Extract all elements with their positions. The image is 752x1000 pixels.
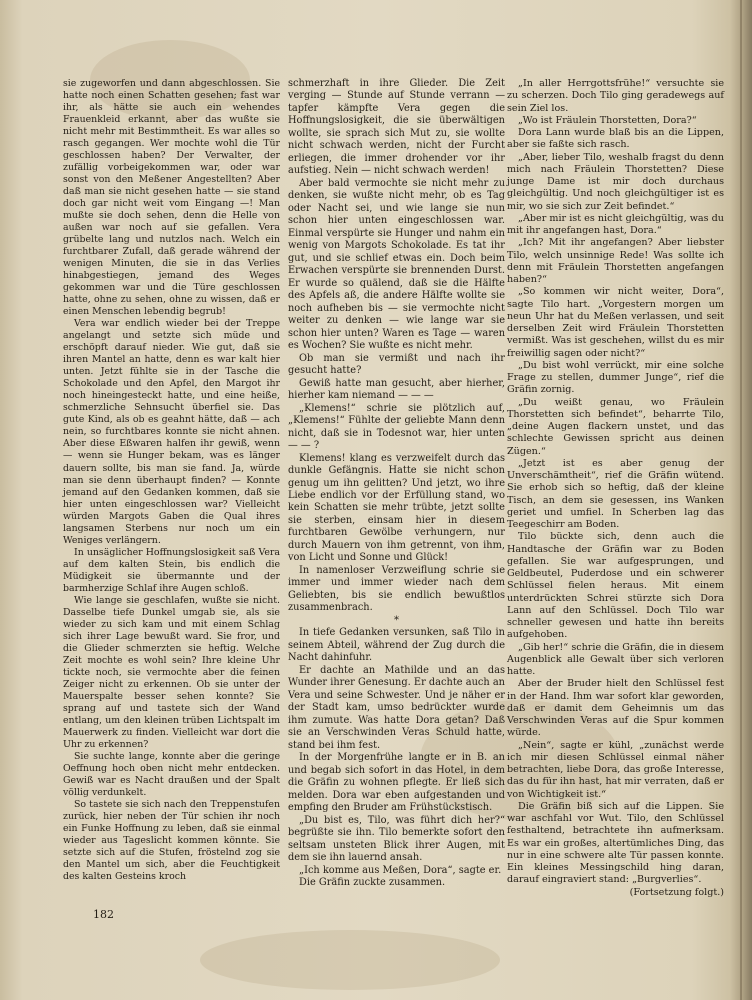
paragraph: Ob man sie vermißt und nach ihr gesucht hatte? [288, 352, 505, 377]
paragraph: „So kommen wir nicht weiter, Dora“, sagte Tilo hart. „Vorgestern morgen um neun Uhr hat du Meßen verlassen, und seit derselben Zeit wird Fräulein Thorstetten vermißt. Was ist geschehen, willst du es mir freiwillig sagen oder nicht?“ [507, 286, 724, 359]
paragraph: „Nein“, sagte er kühl, „zunächst werde ich mir diesen Schlüssel einmal näher betrachten, liebe Dora, das große Interesse, das du für ihn hast, hat mir verraten, daß er von Wichtigkeit ist.“ [507, 739, 724, 800]
paragraph: Sie suchte lange, konnte aber die geringe Oeffnung hoch oben nicht mehr entdecken. Gewiß war es Nacht draußen und der Spalt völlig verdunkelt. [63, 750, 280, 798]
paragraph: „In aller Herrgottsfrühe!“ versuchte sie zu scherzen. Doch Tilo ging geradewegs auf sein Ziel los. [507, 78, 724, 114]
paragraph: In tiefe Gedanken versunken, saß Tilo in seinem Abteil, während der Zug durch die Nacht dahinfuhr. [288, 627, 505, 664]
paragraph: In der Morgenfrühe langte er in B. an und begab sich sofort in das Hotel, in dem die Gräfin zu wohnen pflegte. Er ließ sich melden. Dora war eben aufgestanden und empfing den Bruder am Frühstückstisch. [288, 752, 505, 814]
text-column-3 [507, 78, 724, 899]
paragraph: Tilo bückte sich, denn auch die Handtasche der Gräfin war zu Boden gefallen. Sie war aufgesprungen, und Geldbeutel, Puderdose und ein schwerer Schlüssel fielen heraus. Mit einem unterdrückten Schrei stürzte sich Dora Lann auf den Schlüssel. Doch Tilo war schneller gewesen und hatte ihn bereits aufgehoben. [507, 531, 724, 641]
paragraph: sie zugeworfen und dann abgeschlossen. Sie hatte noch einen Schatten gesehen; fast war ihr, als hätte sie auch ein wehendes Frauenkleid erkannt, aber das wußte sie nicht mehr mit Bestimmtheit. Es war alles so rasch gegangen. Wer mochte wohl die Tür geschlossen haben? Der Verwalter, der zufällig vorbeigekommen war, oder war sonst von den Meßener Angestellten? Aber daß man sie nicht gesehen hatte — sie stand doch gar nicht weit vom Eingang —! Man mußte sie doch sehen, denn die Helle von außen war noch auf sie gefallen. Vera grübelte lang und nutzlos nach. Welch ein furchtbarer Zufall, daß gerade während der wenigen Minuten, die sie in das Verlies hinabgestiegen, jemand des Weges gekommen war und die Türe geschlossen hatte, ohne zu sehen, ohne zu wissen, daß er einen Menschen lebendig begrub! [63, 78, 280, 318]
paragraph: So tastete sie sich nach den Treppenstufen zurück, hier neben der Tür schien ihr noch ein Funke Hoffnung zu leben, daß sie einmal wieder aus Tageslicht kommen könnte. Sie setzte sich auf die Stufen, fröstelnd zog sie den Mantel um sich, aber die Feuchtigkeit des kalten Gesteins kroch [63, 798, 280, 883]
paragraph: schmerzhaft in ihre Glieder. Die Zeit verging — Stunde auf Stunde verrann — tapfer kämpfte Vera gegen die Hoffnungslosigkeit, die sie überwältigen wollte, sie sprach sich Mut zu, sie wollte nicht schwach werden, nicht der Furcht erliegen, die immer drohender vor ihr aufstieg. Nein — nicht schwach werden! [288, 78, 505, 177]
text-column-2 [288, 78, 505, 889]
paragraph: In unsäglicher Hoffnungslosigkeit saß Vera auf dem kalten Stein, bis endlich die Müdigkeit sie übermannte und der barmherzige Schlaf ihre Augen schloß. [63, 546, 280, 594]
paragraph: „Klemens!“ schrie sie plötzlich auf, „Klemens!“ Fühlte der geliebte Mann denn nicht, daß sie in Todesnot war, hier unten — — ? [288, 402, 505, 452]
paragraph: „Ich komme aus Meßen, Dora“, sagte er. [299, 864, 502, 876]
paragraph: Er dachte an Mathilde und an das Wunder ihrer Genesung. Er dachte auch an Vera und seine Schwester. Und je näher er der Stadt kam, umso bedrückter wurde ihm zumute. Was hatte Dora getan? Daß sie an Verschwinden Veras Schuld hatte, stand bei ihm fest. [288, 664, 505, 751]
paragraph: „Wo ist Fräulein Thorstetten, Dora?“ [518, 114, 697, 126]
page-edge [730, 0, 752, 1000]
paragraph: „Ich? Mit ihr angefangen? Aber liebster Tilo, welch unsinnige Rede! Was sollte ich denn mit Fräulein Thorstetten angefangen haben?“ [507, 237, 724, 285]
page-number: 182 [93, 908, 114, 921]
section-separator: * [394, 614, 399, 626]
continued-note: (Fortsetzung folgt.) [629, 886, 724, 898]
paragraph: „Aber mir ist es nicht gleichgültig, was du mit ihr angefangen hast, Dora.“ [507, 212, 724, 236]
paragraph: „Aber, lieber Tilo, weshalb fragst du denn mich nach Fräulein Thorstetten? Diese junge Dame ist mir doch durchaus gleichgültig. Und noch gleichgültiger ist es mir, wo sie sich zur Zeit befindet.“ [507, 151, 724, 212]
paragraph: In namenloser Verzweiflung schrie sie immer und immer wieder nach dem Geliebten, bis sie endlich bewußtlos zusammenbrach. [288, 564, 505, 614]
paragraph: Vera war endlich wieder bei der Treppe angelangt und setzte sich müde und erschöpft darauf nieder. Wie gut, daß sie ihren Mantel an hatte, denn es war kalt hier unten. Jetzt fühlte sie in der Tasche die Schokolade und den Apfel, den Margot ihr noch hineingesteckt hatte, und eine heiße, schmerzliche Sehnsucht überfiel sie. Das gute Kind, als ob es geahnt hätte, daß — ach nein, so furchtbares konnte sie nicht ahnen. Aber diese Eßwaren halfen ihr gewiß, wenn — wenn sie Hunger bekam, was es länger dauern sollte, bis man sie fand. Ja, würde man sie denn überhaupt finden? — Konnte jemand auf den Gedanken kommen, daß sie hier unten eingeschlossen war? Vielleicht würden Margots Gaben die Qual ihres langsamen Sterbens nur noch um ein Weniges verlängern. [63, 318, 280, 546]
paragraph: „Gib her!“ schrie die Gräfin, die in diesem Augenblick alle Gewalt über sich verloren hatte. [507, 641, 724, 677]
paragraph: Dora Lann wurde blaß bis an die Lippen, aber sie faßte sich rasch. [507, 127, 724, 151]
paragraph: Wie lange sie geschlafen, wußte sie nicht. Dasselbe tiefe Dunkel umgab sie, als sie wieder zu sich kam und mit einem Schlag sich ihrer Lage bewußt ward. Sie fror, und die Glieder schmerzten sie heftig. Welche Zeit mochte es wohl sein? Ihre kleine Uhr tickte noch, sie vermochte aber die feinen Zeiger nicht zu erkennen. Ob sie unter der Mauerspalte besser sehen konnte? Sie sprang auf und tastete sich der Wand entlang, um den kleinen trüben Lichtspalt im Mauerwerk zu finden. Vielleicht war dort die Uhr zu erkennen? [63, 594, 280, 750]
paragraph: Aber der Bruder hielt den Schlüssel fest in der Hand. Ihm war sofort klar geworden, daß er damit dem Geheimnis um das Verschwinden Veras auf die Spur kommen würde. [507, 678, 724, 739]
paragraph: Gewiß hatte man gesucht, aber hierher, hierher kam niemand — — — [288, 377, 505, 402]
paragraph: „Du bist es, Tilo, was führt dich her?“ begrüßte sie ihn. Tilo bemerkte sofort den seltsam unsteten Blick ihrer Augen, mit dem sie ihn lauernd ansah. [288, 814, 505, 864]
paragraph: Die Gräfin biß sich auf die Lippen. Sie war aschfahl vor Wut. Tilo, den Schlüssel festhaltend, betrachtete ihn aufmerksam. Es war ein großes, altertümliches Ding, das nur in eine schwere alte Tür passen konnte. Ein kleines Messingschild hing daran, darauf eingraviert stand: „Burgverlies“. [507, 800, 724, 886]
paragraph: „Jetzt ist es aber genug der Unverschämtheit“, rief die Gräfin wütend. Sie erhob sich so heftig, daß der kleine Tisch, an dem sie gesessen, ins Wanken geriet und umfiel. In Scherben lag das Teegeschirr am Boden. [507, 457, 724, 530]
paper-stain [200, 930, 500, 990]
paragraph: Aber bald vermochte sie nicht mehr zu denken, sie wußte nicht mehr, ob es Tag oder Nacht sei, und wie lange sie nun schon hier unten eingeschlossen war. Einmal verspürte sie Hunger und nahm ein wenig von Margots Schokolade. Es tat ihr gut, und sie schlief etwas ein. Doch beim Erwachen verspürte sie brennenden Durst. Er wurde so quälend, daß sie die Hälfte des Apfels aß, die andere Hälfte wollte sie noch aufheben bis — sie vermochte nicht weiter zu denken — wie lange war sie schon hier unten? Waren es Tage — waren es Wochen? Sie wußte es nicht mehr. [288, 177, 505, 352]
paragraph: „Du bist wohl verrückt, mir eine solche Frage zu stellen, dummer Junge“, rief die Gräfin zornig. [507, 359, 724, 396]
paragraph: Die Gräfin zuckte zusammen. [299, 877, 446, 888]
paragraph: „Du weißt genau, wo Fräulein Thorstetten sich befindet“, beharrte Tilo, „deine Augen flackern unstet, und das schlechte Gewissen spricht aus deinen Zügen.“ [507, 396, 724, 457]
paragraph: Klemens! klang es verzweifelt durch das dunkle Gefängnis. Hatte sie nicht schon genug um ihn gelitten? Und jetzt, wo ihre Liebe endlich vor der Erfüllung stand, wo kein Schatten sie mehr trübte, jetzt sollte sie sterben, einsam hier in diesem furchtbaren Gewölbe verhungern, nur durch Mauern von ihm getrennt, von ihm, von Licht und Sonne und Glück! [288, 452, 505, 564]
text-column-1 [63, 78, 280, 883]
